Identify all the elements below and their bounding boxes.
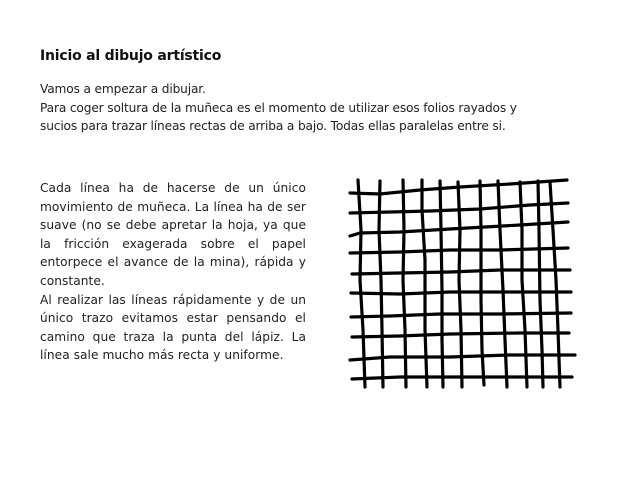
grid-horizontal-line: [352, 377, 572, 379]
intro-line: Para coger soltura de la muñeca es el momento de utilizar esos folios rayados y: [40, 100, 517, 115]
grid-horizontal-line: [350, 248, 568, 253]
grid-vertical-line: [379, 181, 383, 387]
grid-vertical-line: [422, 180, 427, 387]
body-paragraph: Cada línea ha de hacerse de un único movimiento de muñeca. La línea ha de ser suave (no se debe apretar la hoja, ya que la fricción exagerada sobre el papel entorpece el avance de la mina), rápida y constante.: [40, 181, 306, 288]
grid-vertical-line: [520, 182, 527, 387]
grid-horizontal-line: [350, 203, 568, 213]
grid-vertical-line: [538, 181, 543, 387]
grid-horizontal-line: [352, 270, 570, 274]
grid-horizontal-line: [350, 222, 568, 236]
grid-vertical-line: [458, 182, 462, 387]
grid-horizontal-line: [350, 355, 575, 360]
grid-vertical-line: [550, 182, 560, 387]
body-text: [40, 179, 306, 365]
grid-horizontal-line: [351, 292, 571, 294]
intro-text: [40, 80, 610, 136]
grid-horizontal-line: [351, 313, 571, 317]
grid-vertical-line: [498, 181, 507, 387]
intro-line: sucios para trazar líneas rectas de arriba a bajo. Todas ellas paralelas entre si.: [40, 119, 506, 133]
slide-title: Inicio al dibujo artístico: [40, 48, 222, 64]
grid-vertical-line: [480, 181, 484, 385]
grid-vertical-line: [358, 180, 365, 387]
grid-vertical-line: [403, 180, 406, 387]
intro-line: Vamos a empezar a dibujar.: [40, 82, 206, 96]
body-paragraph: Al realizar las líneas rápidamente y de un único trazo evitamos estar pensando el camino que traza la punta del lápiz. La línea sale mucho más recta y uniforme.: [40, 292, 306, 363]
grid-horizontal-line: [352, 333, 569, 337]
grid-horizontal-line: [350, 180, 567, 194]
grid-vertical-line: [440, 181, 443, 387]
